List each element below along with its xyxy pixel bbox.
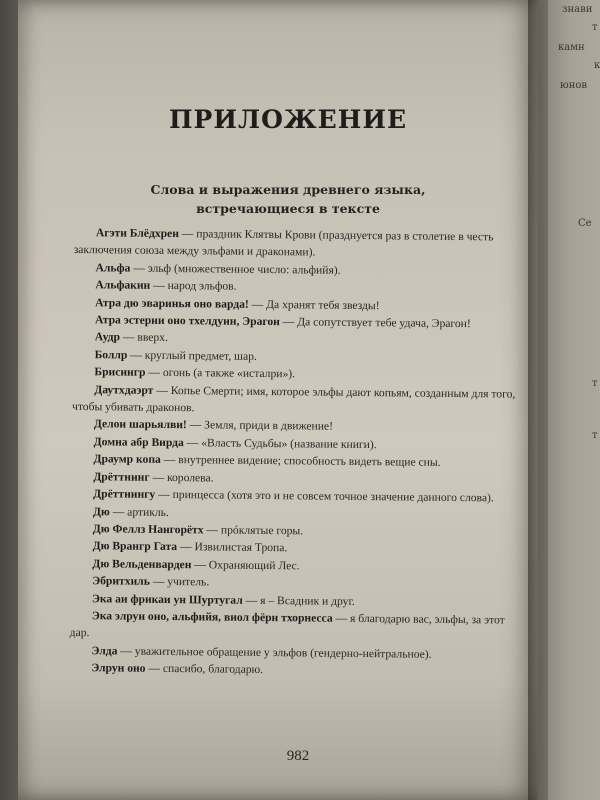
entry-definition: — артикль. — [109, 504, 169, 519]
entry-definition: — Копье Смерти; имя, которое эльфы дают копьям, созданным для того, чтобы убивать драконов. — [72, 383, 516, 415]
entry-term: Дю Феллз Нангорётх — [92, 522, 204, 537]
adjacent-text-fragment: т — [592, 430, 598, 441]
entry-definition: — внутреннее видение; способность видеть вещие сны. — [160, 453, 441, 470]
entry-definition: — я благодарю вас, эльфы, за этот дар. — [69, 611, 505, 640]
entry-term: Элда — [91, 643, 118, 658]
entry-term: Атра эстерни оно тхелдуин, Эрагон — [94, 313, 280, 329]
entry-definition: — Извилистая Тропа. — [177, 540, 288, 555]
entry-term: Дю Врангр Гата — [92, 539, 178, 554]
subtitle-line-1: Слова и выражения древнего языка, — [150, 182, 426, 197]
section-subtitle — [18, 180, 558, 218]
adjacent-text-fragment: камн — [558, 42, 585, 53]
entry-definition: — Земля, приди в движение! — [186, 418, 334, 434]
entry-definition: — спасибо, благодарю. — [145, 661, 264, 677]
adjacent-text-fragment: т — [592, 378, 598, 389]
book-gutter-shadow — [528, 0, 550, 800]
entry-definition: — Да хранят тебя звезды! — [248, 297, 380, 312]
glossary-entry — [72, 381, 524, 421]
page-number: 982 — [286, 748, 310, 764]
entry-term: Элрун оно — [91, 661, 146, 675]
entry-term: Боллр — [94, 348, 128, 362]
glossary-list — [69, 224, 526, 681]
entry-definition: — прóклятые горы. — [203, 523, 304, 538]
entry-definition: — круглый предмет, шар. — [127, 348, 257, 363]
entry-term: Даутхдаэрт — [94, 382, 154, 397]
entry-term: Эбритхиль — [92, 574, 150, 588]
entry-definition: — вверх. — [119, 330, 168, 345]
entry-definition: — народ эльфов. — [150, 279, 237, 293]
glossary-entry — [70, 607, 522, 647]
entry-term: Эка элрун оно, альфийя, виол фёрн тхорнесса — [91, 609, 333, 625]
adjacent-text-fragment: знави — [562, 4, 593, 15]
adjacent-text-fragment: к — [594, 60, 600, 71]
entry-definition: — Да сопутствует тебе удача, Эрагон! — [279, 315, 471, 331]
entry-term: Делои шарьялви! — [93, 417, 187, 432]
entry-definition: — праздник Клятвы Крови (празднуется раз в столетие в честь заключения союза между эльфами и драконами). — [73, 227, 494, 259]
entry-term: Дрёттнинг — [93, 469, 150, 484]
adjacent-text-fragment: т — [592, 22, 598, 33]
entry-term: Дрёттнингу — [93, 487, 156, 501]
entry-definition: — «Власть Судьбы» (название книги). — [183, 436, 377, 452]
glossary-entry — [74, 224, 526, 264]
entry-definition: — Охраняющий Лес. — [191, 557, 300, 573]
entry-term: Домна абр Вирда — [93, 435, 184, 450]
entry-definition: — королева. — [149, 470, 214, 485]
entry-definition: — я – Всадник и друг. — [242, 593, 355, 608]
entry-definition: — огонь (а также «исталри»). — [145, 366, 296, 381]
page-title: ПРИЛОЖЕНИЕ — [168, 105, 408, 134]
entry-term: Брисингр — [94, 365, 146, 380]
adjacent-text-fragment: юнов — [560, 80, 588, 91]
entry-term: Дю — [92, 504, 110, 518]
book-page — [18, 0, 538, 800]
entry-definition: — эльф (множественное число: альфийя). — [130, 261, 341, 277]
entry-term: Дю Вельденварден — [92, 556, 192, 571]
entry-definition: — принцесса (хотя это и не совсем точное значение данного слова). — [155, 487, 494, 505]
entry-term: Драумр копа — [93, 452, 161, 467]
entry-term: Альфа — [95, 261, 131, 275]
entry-term: Альфакин — [95, 278, 151, 293]
entry-definition: — уважительное обращение у эльфов (гендерно-нейтральное). — [117, 644, 432, 661]
entry-term: Атра дю эваринья оно варда! — [95, 295, 249, 311]
entry-definition: — учитель. — [149, 574, 210, 589]
adjacent-text-fragment: Се — [578, 218, 592, 229]
subtitle-line-2: встречающиеся в тексте — [196, 201, 380, 216]
entry-term: Агэти Блёдхрен — [95, 226, 180, 241]
adjacent-page-edge — [548, 0, 600, 800]
entry-term: Эка аи фрикаи ун Шуртугал — [92, 591, 243, 607]
entry-term: Аудр — [94, 330, 121, 344]
glossary-entry — [69, 659, 521, 681]
